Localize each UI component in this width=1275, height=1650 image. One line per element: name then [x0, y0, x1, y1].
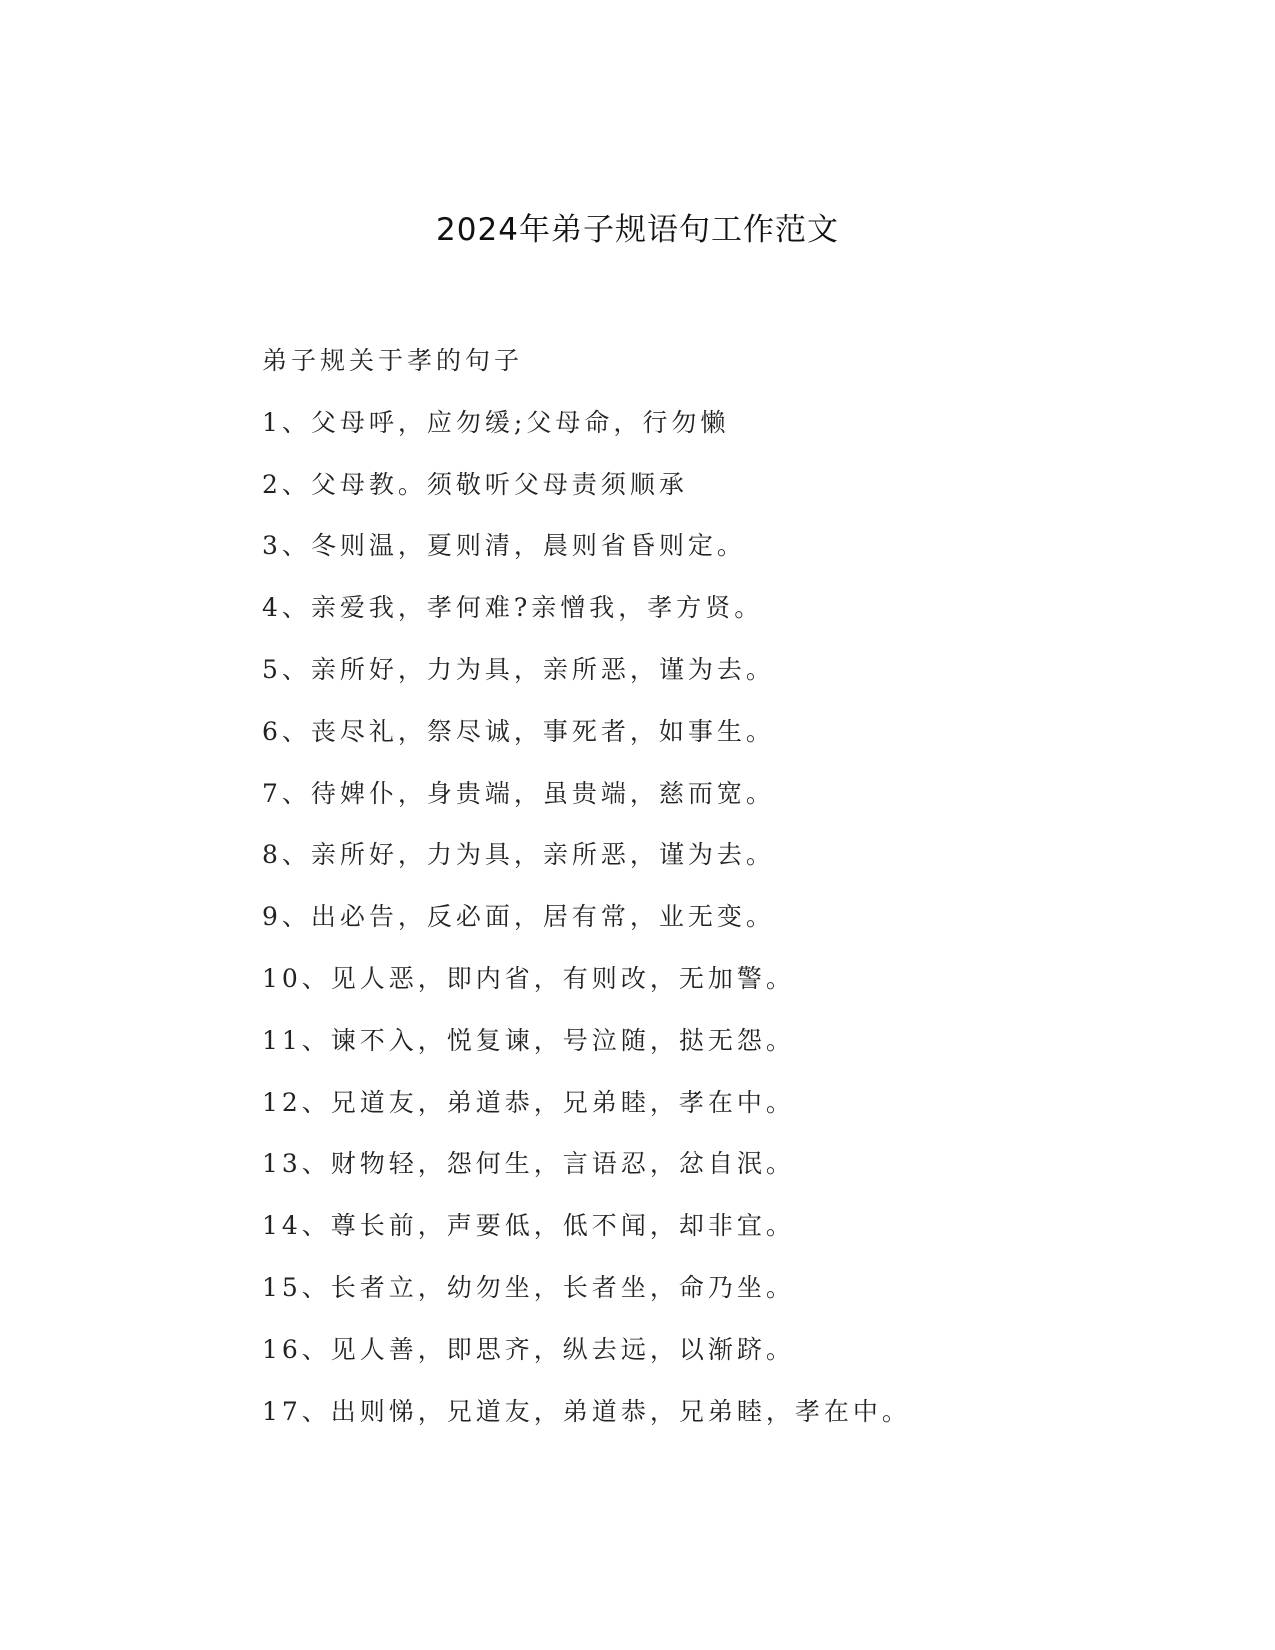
list-item: 10、见人恶，即内省，有则改，无加警。: [262, 963, 795, 993]
list-item: 16、见人善，即思齐，纵去远，以渐跻。: [262, 1334, 795, 1364]
list-item: 9、出必告，反必面，居有常，业无变。: [262, 902, 775, 932]
list-item: 15、长者立，幼勿坐，长者坐，命乃坐。: [262, 1272, 795, 1302]
list-item: 13、财物轻，怨何生，言语忍，忿自泯。: [262, 1149, 795, 1179]
list-item: 5、亲所好，力为具，亲所恶，谨为去。: [262, 654, 775, 684]
list-item: 4、亲爱我，孝何难?亲憎我，孝方贤。: [262, 593, 764, 623]
list-item: 12、兄道友，弟道恭，兄弟睦，孝在中。: [262, 1087, 795, 1117]
document-title: 2024年弟子规语句工作范文: [436, 212, 839, 248]
list-item: 8、亲所好，力为具，亲所恶，谨为去。: [262, 840, 775, 870]
list-item: 6、丧尽礼，祭尽诚，事死者，如事生。: [262, 716, 775, 746]
list-item: 1、父母呼，应勿缓;父母命，行勿懒: [262, 407, 730, 437]
list-item: 14、尊长前，声要低，低不闻，却非宜。: [262, 1211, 795, 1241]
document-body: [262, 330, 1162, 1442]
list-item: 2、父母教。须敬听父母责须顺承: [262, 469, 688, 499]
list-item: 3、冬则温，夏则清，晨则省昏则定。: [262, 531, 746, 561]
list-item: 17、出则悌，兄道友，弟道恭，兄弟睦，孝在中。: [262, 1396, 911, 1426]
section-heading: 弟子规关于孝的句子: [262, 346, 524, 375]
list-item: 7、待婢仆，身贵端，虽贵端，慈而宽。: [262, 778, 775, 808]
list-item: 11、谏不入，悦复谏，号泣随，挞无怨。: [262, 1025, 795, 1055]
